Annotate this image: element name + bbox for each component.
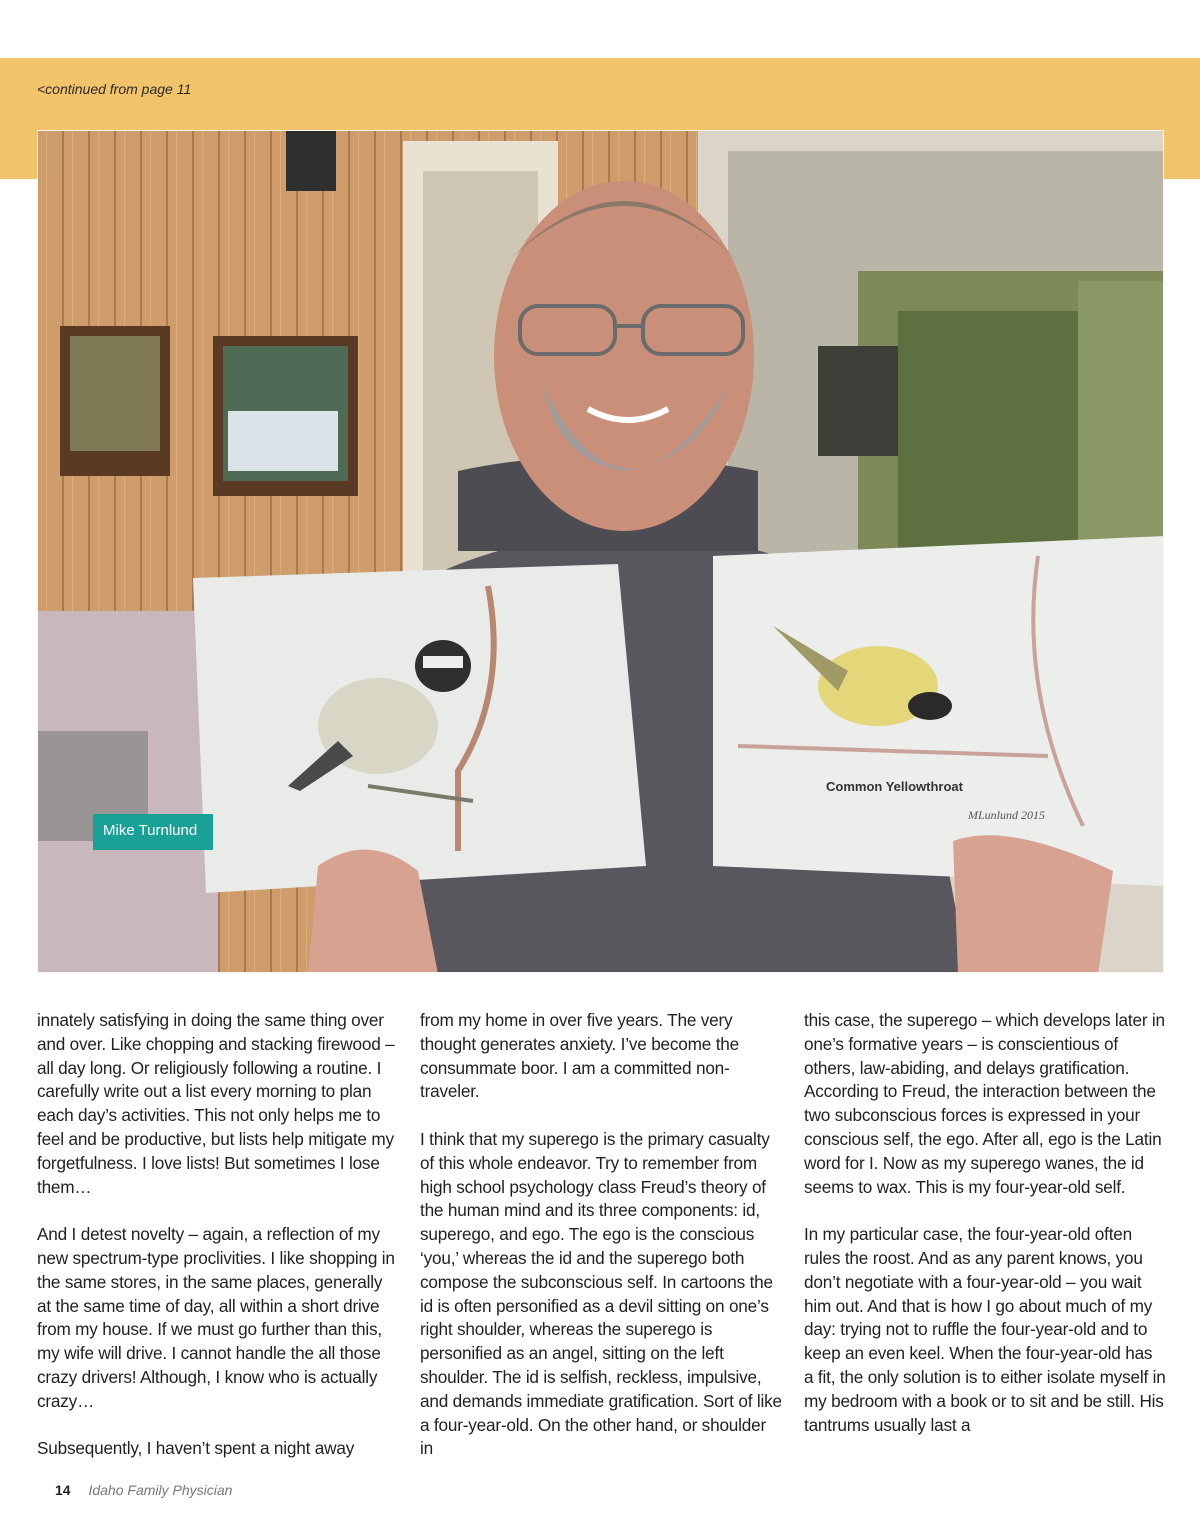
paragraph: this case, the superego – which develops later in one’s formative years – is conscientious of others, law-abiding, and delays gratification. According to Freud, the interaction between the two subconscious forces is expressed in your conscious self, the ego. After all, ego is the Latin word for I. Now as my superego wanes, the id seems to wax. This is my four-year-old self.	[804, 1010, 1165, 1197]
article-column-2	[420, 1009, 782, 1485]
paragraph: Subsequently, I haven’t spent a night away	[37, 1438, 355, 1459]
article-column-3	[804, 1009, 1166, 1461]
paragraph: I think that my superego is the primary casualty of this whole endeavor. Try to remember from high school psychology class Freud’s theory of the human mind and its three components: id, superego, and ego. The ego is the conscious ‘you,’ whereas the id and the superego both compose the subconscious self. In cartoons the id is often personified as a devil sitting on one’s right shoulder, whereas the superego is personified as an angel, sitting on the left shoulder. The id is selfish, reckless, impulsive, and demands immediate gratification. Sort of like a four-year-old. On the other hand, or shoulder in	[420, 1128, 782, 1459]
wall-lamp	[286, 131, 336, 191]
paragraph: And I detest novelty – again, a reflection of my new spectrum-type proclivities. I like shopping in the same stores, in the same places, generally at the same time of day, all within a short drive from my house. If we must go further than this, my wife will drive. I cannot handle the all those crazy drivers! Although, I know who is actually crazy…	[37, 1224, 395, 1411]
article-column-1	[37, 1009, 399, 1485]
photo-caption: Mike Turnlund	[93, 814, 213, 850]
paragraph: from my home in over five years. The very thought generates anxiety. I’ve become the consummate boor. I am a committed non-traveler.	[420, 1010, 740, 1102]
paragraph: innately satisfying in doing the same thing over and over. Like chopping and stacking firewood – all day long. Or religiously following a routine. I carefully write out a list every morning to plan each day’s activities. This not only helps me to feel and be productive, but lists help mitigate my forgetfulness. I love lists! But sometimes I lose them…	[37, 1010, 395, 1197]
continued-from-note: <continued from page 11	[37, 81, 192, 97]
drawing-label: Common Yellowthroat	[826, 779, 963, 794]
page-footer	[55, 1482, 232, 1498]
page-number: 14	[55, 1482, 71, 1498]
paragraph: In my particular case, the four-year-old often rules the roost. And as any parent knows, you don’t negotiate with a four-year-old – you wait him out. And that is how I go about much of my day: trying not to ruffle the four-year-old and to keep an even keel. When the four-year-old has a fit, the only solution is to either isolate myself in my bedroom with a book or to sit and be still. His tantrums usually last a	[804, 1224, 1166, 1435]
drawing-signature: MLunlund 2015	[968, 808, 1046, 822]
publication-name: Idaho Family Physician	[88, 1482, 233, 1498]
